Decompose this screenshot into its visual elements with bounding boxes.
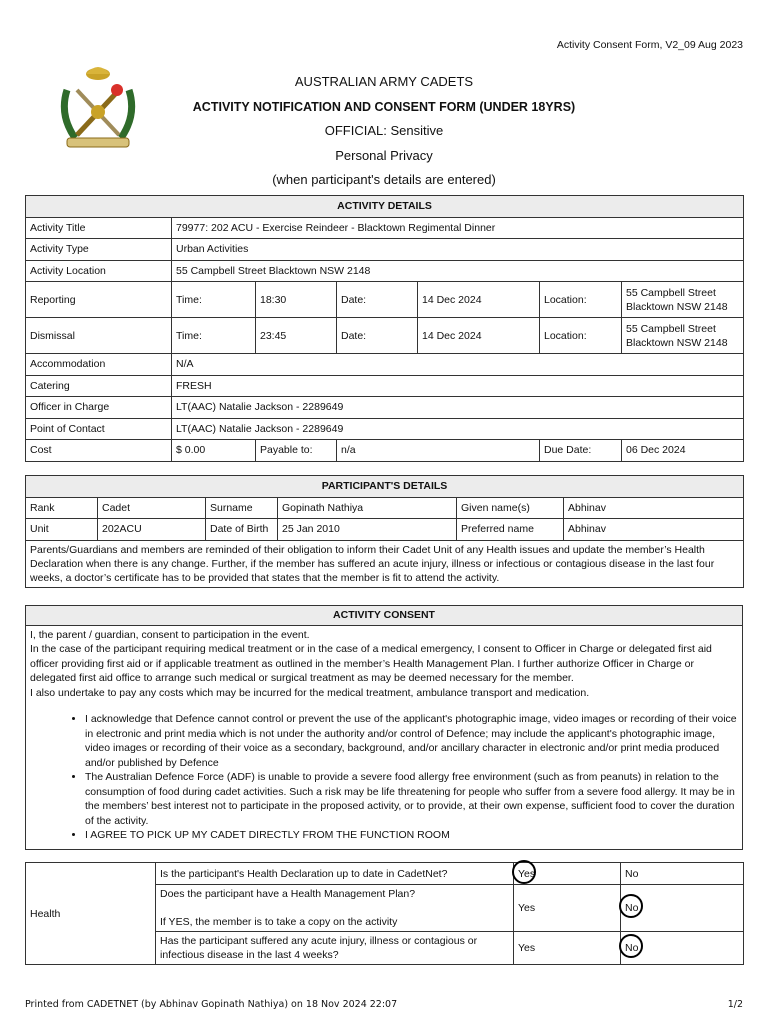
payable-to-label: Payable to:: [256, 440, 337, 462]
health-notice: Parents/Guardians and members are reminded of their obligation to inform their Cadet Unit of any Health issues and update the member’s Health Declaration when there is any change. Further, if the member has suffered an acute injury, illness or infectious or contagious disease in the last four weeks, a doctor’s certificate has to be provided that states that the member is fit to attend the activity.: [26, 540, 744, 587]
officer-in-charge-label: Officer in Charge: [26, 397, 172, 419]
consent-bullet: • The Australian Defence Force (ADF) is unable to provide a severe food allergy free environment (such as from peanuts) in relation to the consumption of food during cadet activities. Such a risk may be life threatening for people who suffer from a severe food allergy. It may be in the members’ best interest not to participate in the proposed activity, or to provide, at their own expense, sufficient food to cover the duration of the activity.: [85, 770, 738, 828]
form-header: [0, 70, 768, 193]
surname-value: Gopinath Nathiya: [278, 497, 457, 519]
dismissal-time-value: 23:45: [256, 318, 337, 354]
reporting-date-value: 14 Dec 2024: [418, 282, 540, 318]
officer-in-charge-value: LT(AAC) Natalie Jackson - 2289649: [172, 397, 744, 419]
date-of-birth-label: Date of Birth: [206, 519, 278, 541]
reporting-time-value: 18:30: [256, 282, 337, 318]
activity-consent-heading: ACTIVITY CONSENT: [26, 606, 742, 626]
print-footer: Printed from CADETNET (by Abhinav Gopinath Nathiya) on 18 Nov 2024 22:07: [25, 999, 398, 1010]
reporting-location-label: Location:: [540, 282, 622, 318]
payable-to-value: n/a: [337, 440, 540, 462]
accommodation-value: N/A: [172, 354, 744, 376]
health-question-2: Does the participant have a Health Management Plan? If YES, the member is to take a copy on the activity: [156, 885, 514, 932]
selected-circle-icon: [512, 860, 536, 884]
dismissal-date-value: 14 Dec 2024: [418, 318, 540, 354]
point-of-contact-label: Point of Contact: [26, 418, 172, 440]
preferred-name-value: Abhinav: [564, 519, 744, 541]
consent-paragraph: In the case of the participant requiring medical treatment or in the case of a medical emergency, I consent to Officer in Charge or delegated first aid officer providing first aid or if applicable treatment as outlined in the member’s Health Management Plan. I further authorize Officer in Charge or delegated first aid office to arrange such medical or surgical treatment as may be deemed necessary for the member.: [30, 643, 712, 684]
health-q3-yes-option[interactable]: Yes: [514, 932, 621, 965]
due-date-value: 06 Dec 2024: [622, 440, 744, 462]
dismissal-location-label: Location:: [540, 318, 622, 354]
participant-details-heading: PARTICIPANT'S DETAILS: [26, 476, 744, 498]
rank-label: Rank: [26, 497, 98, 519]
unit-value: 202ACU: [98, 519, 206, 541]
catering-label: Catering: [26, 375, 172, 397]
rank-value: Cadet: [98, 497, 206, 519]
date-of-birth-value: 25 Jan 2010: [278, 519, 457, 541]
activity-type-label: Activity Type: [26, 239, 172, 261]
activity-type-value: Urban Activities: [172, 239, 744, 261]
health-q2-no-option[interactable]: No: [621, 885, 744, 932]
reporting-label: Reporting: [26, 282, 172, 318]
health-q1-yes-option[interactable]: Yes: [514, 863, 621, 885]
activity-title-label: Activity Title: [26, 217, 172, 239]
accommodation-label: Accommodation: [26, 354, 172, 376]
dismissal-label: Dismissal: [26, 318, 172, 354]
unit-label: Unit: [26, 519, 98, 541]
privacy-label: Personal Privacy: [335, 147, 433, 163]
health-q2-yes-option[interactable]: Yes: [514, 885, 621, 932]
health-q1-no-option[interactable]: No: [621, 863, 744, 885]
catering-value: FRESH: [172, 375, 744, 397]
health-questions-table: [25, 862, 744, 965]
activity-location-label: Activity Location: [26, 260, 172, 282]
given-name-value: Abhinav: [564, 497, 744, 519]
given-name-label: Given name(s): [457, 497, 564, 519]
consent-paragraph: I, the parent / guardian, consent to participation in the event.: [30, 628, 310, 641]
activity-details-table: [25, 195, 744, 462]
due-date-label: Due Date:: [540, 440, 622, 462]
dismissal-location-value: 55 Campbell Street Blacktown NSW 2148: [622, 318, 744, 354]
dismissal-time-label: Time:: [172, 318, 256, 354]
health-q3-no-option[interactable]: No: [621, 932, 744, 965]
consent-paragraph: I also undertake to pay any costs which may be incurred for the medical treatment, ambulance transport and medication.: [30, 686, 590, 699]
form-title: ACTIVITY NOTIFICATION AND CONSENT FORM (UNDER 18YRS): [192, 99, 576, 114]
selected-circle-icon: [619, 894, 643, 918]
point-of-contact-value: LT(AAC) Natalie Jackson - 2289649: [172, 418, 744, 440]
activity-title-value: 79977: 202 ACU - Exercise Reindeer - Blacktown Regimental Dinner: [172, 217, 744, 239]
consent-bullet: • I acknowledge that Defence cannot control or prevent the use of the applicant's photographic image, video images or recording of their voice in electronic and print media which is not under the authority and/or control of Defence; may include the applicant's photographic image, video images or recording of their voice as a secondary, background, and/or ancillary character in electronic and/or print media produced and/or published by Defence: [85, 712, 738, 770]
page-number: 1/2: [727, 999, 743, 1010]
health-question-1: Is the participant's Health Declaration up to date in CadetNet?: [156, 863, 514, 885]
classification-label: OFFICIAL: Sensitive: [324, 123, 444, 138]
reporting-location-value: 55 Campbell Street Blacktown NSW 2148: [622, 282, 744, 318]
activity-details-heading: ACTIVITY DETAILS: [26, 196, 744, 218]
consent-bullet: • I AGREE TO PICK UP MY CADET DIRECTLY FROM THE FUNCTION ROOM: [85, 828, 738, 843]
consent-bullet-list: [30, 712, 738, 843]
organisation-name: AUSTRALIAN ARMY CADETS: [294, 74, 474, 89]
privacy-note: (when participant's details are entered): [272, 172, 496, 187]
reporting-time-label: Time:: [172, 282, 256, 318]
health-label: Health: [26, 863, 156, 965]
dismissal-date-label: Date:: [337, 318, 418, 354]
health-question-3: Has the participant suffered any acute injury, illness or contagious or infectious disease in the last 4 weeks?: [156, 932, 514, 965]
activity-location-value: 55 Campbell Street Blacktown NSW 2148: [172, 260, 744, 282]
reporting-date-label: Date:: [337, 282, 418, 318]
activity-consent-section: [25, 605, 743, 850]
preferred-name-label: Preferred name: [457, 519, 564, 541]
cost-value: $ 0.00: [172, 440, 256, 462]
selected-circle-icon: [619, 934, 643, 958]
document-reference: Activity Consent Form, V2_09 Aug 2023: [556, 39, 743, 51]
cost-label: Cost: [26, 440, 172, 462]
participant-details-table: [25, 475, 744, 588]
surname-label: Surname: [206, 497, 278, 519]
